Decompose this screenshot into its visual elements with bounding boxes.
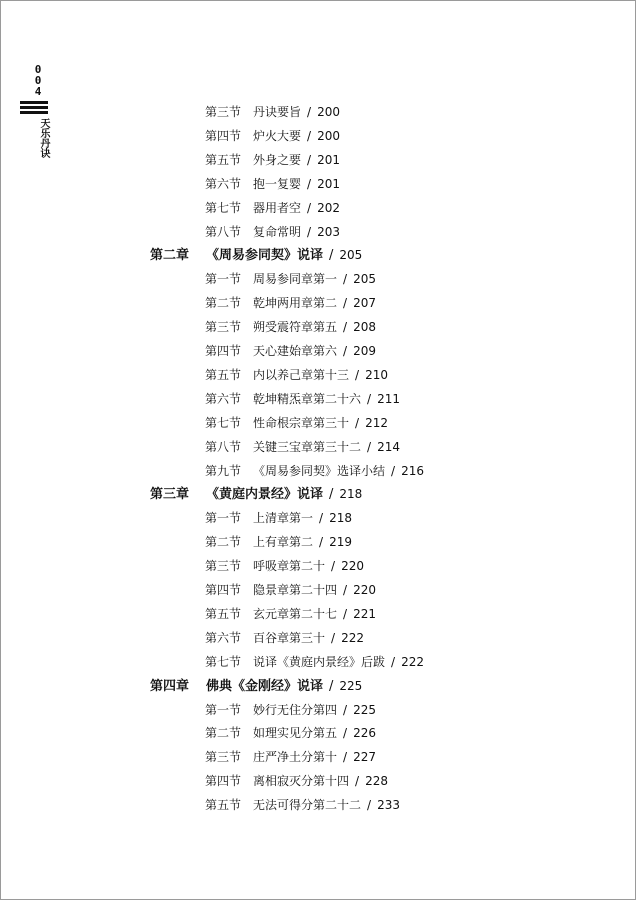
- toc-entry-page: 221: [353, 606, 376, 621]
- toc-entry-title: 周易参同章第一: [253, 272, 338, 287]
- toc-separator: /: [343, 344, 348, 358]
- toc-separator: /: [355, 367, 360, 382]
- toc-entry-title: 《周易参同契》选译小结: [253, 463, 386, 478]
- toc-section-row: [205, 291, 376, 315]
- toc-chapter-row: [150, 243, 362, 267]
- toc-entry-title: 抱一复婴: [253, 176, 302, 191]
- toc-entry-title: 内以养己章第十三: [253, 367, 350, 382]
- toc-entry-number: 第二章: [150, 248, 190, 264]
- toc-entry-title: 朔受震符章第五: [253, 320, 338, 335]
- toc-separator: /: [329, 487, 334, 503]
- toc-entry-number: 第四节: [205, 583, 242, 597]
- toc-entry-page: 225: [353, 702, 376, 717]
- toc-entry-page: 208: [353, 320, 376, 335]
- toc-entry-page: 205: [339, 248, 363, 263]
- toc-entry-number: 第八节: [205, 224, 242, 239]
- toc-entry-page: 201: [317, 176, 340, 191]
- toc-separator: /: [307, 128, 312, 143]
- toc-separator: /: [319, 535, 324, 550]
- margin-bar: [20, 111, 48, 114]
- toc-section-row: [205, 626, 364, 650]
- toc-entry-title: 关键三宝章第三十二: [253, 439, 362, 454]
- toc-separator: /: [331, 559, 336, 574]
- toc-section-row: [205, 124, 340, 148]
- toc-section-row: [205, 530, 352, 554]
- toc-separator: /: [307, 152, 312, 167]
- toc-entry-page: 201: [317, 152, 340, 167]
- toc-entry-page: 205: [353, 272, 376, 287]
- toc-entry-title: 乾坤精炁章第二十六: [253, 391, 362, 406]
- toc-section-row: [205, 602, 376, 626]
- toc-entry-title: 上有章第二: [253, 535, 314, 550]
- toc-entry-title: 说译《黄庭内景经》后跋: [253, 654, 386, 669]
- toc-entry-number: 第五节: [205, 606, 242, 621]
- toc-entry-title: 佛典《金刚经》说译: [206, 678, 324, 694]
- toc-entry-title: 《黄庭内景经》说译: [206, 487, 324, 503]
- toc-entry-number: 第一节: [205, 702, 242, 717]
- toc-section-row: [205, 387, 400, 411]
- toc-entry-title: 复命常明: [253, 224, 302, 239]
- toc-entry-number: 第七节: [205, 654, 242, 669]
- toc-entry-number: 第一节: [205, 272, 242, 287]
- toc-entry-number: 第七节: [205, 200, 242, 215]
- toc-entry-page: 218: [329, 511, 352, 526]
- toc-entry-title: 玄元章第二十七: [253, 606, 338, 621]
- toc-entry-number: 第七节: [205, 415, 242, 430]
- toc-entry-number: 第三章: [150, 487, 190, 503]
- toc-entry-page: 210: [365, 367, 388, 382]
- toc-entry-number: 第四节: [205, 344, 242, 358]
- toc-entry-title: 性命根宗章第三十: [253, 415, 350, 430]
- toc-entry-page: 202: [317, 200, 340, 215]
- toc-entry-title: 无法可得分第二十二: [253, 798, 362, 813]
- toc-entry-page: 219: [329, 535, 352, 550]
- toc-entry-page: 222: [341, 630, 364, 645]
- toc-separator: /: [367, 798, 372, 813]
- side-margin: [20, 64, 50, 158]
- toc-entry-number: 第四节: [205, 774, 242, 789]
- toc-entry-page: 220: [353, 583, 376, 597]
- toc-entry-page: 200: [317, 128, 340, 143]
- toc-entry-number: 第三节: [205, 320, 242, 335]
- toc-separator: /: [307, 224, 312, 239]
- toc-separator: /: [307, 176, 312, 191]
- margin-bar: [20, 106, 48, 109]
- toc-entry-page: 222: [401, 654, 424, 669]
- toc-entry-title: 呼吸章第二十: [253, 559, 326, 574]
- toc-entry-title: 天心建始章第六: [253, 344, 338, 358]
- toc-separator: /: [329, 678, 334, 694]
- toc-entry-number: 第五节: [205, 798, 242, 813]
- toc-entry-number: 第二节: [205, 726, 242, 741]
- toc-separator: /: [331, 630, 336, 645]
- toc-section-row: [205, 793, 400, 817]
- toc-section-row: [205, 172, 340, 196]
- toc-section-row: [205, 554, 364, 578]
- toc-separator: /: [343, 272, 348, 287]
- toc-entry-page: 227: [353, 750, 376, 765]
- toc-entry-page: 225: [339, 678, 363, 693]
- toc-separator: /: [319, 511, 324, 526]
- toc-entry-title: 百谷章第三十: [253, 630, 326, 645]
- toc-entry-page: 209: [353, 344, 376, 358]
- toc-section-row: [205, 315, 376, 339]
- toc-separator: /: [343, 702, 348, 717]
- toc-entry-title: 上清章第一: [253, 511, 314, 526]
- toc-entry-number: 第八节: [205, 439, 242, 454]
- running-book-title: 天乐丹诀: [38, 118, 49, 158]
- toc-entry-page: 200: [317, 105, 340, 119]
- toc-separator: /: [343, 606, 348, 621]
- toc-entry-page: 233: [377, 798, 400, 813]
- toc-separator: /: [391, 654, 396, 669]
- toc-section-row: [205, 698, 376, 722]
- page-number: 004: [34, 63, 42, 98]
- toc-section-row: [205, 506, 352, 530]
- toc-entry-title: 外身之要: [253, 152, 302, 167]
- toc-section-row: [205, 196, 340, 220]
- toc-entry-page: 203: [317, 224, 340, 239]
- toc-section-row: [205, 267, 376, 291]
- toc-entry-number: 第六节: [205, 176, 242, 191]
- toc-entry-number: 第二节: [205, 296, 242, 311]
- toc-separator: /: [329, 248, 334, 264]
- toc-section-row: [205, 459, 424, 483]
- toc-section-row: [205, 650, 424, 674]
- toc-entry-title: 炉火大要: [253, 128, 302, 143]
- toc-section-row: [205, 578, 376, 602]
- toc-chapter-row: [150, 482, 362, 506]
- toc-entry-number: 第五节: [205, 152, 242, 167]
- toc-entry-number: 第三节: [205, 105, 242, 119]
- toc-entry-page: 216: [401, 463, 424, 478]
- toc-section-row: [205, 435, 400, 459]
- toc-section-row: [205, 745, 376, 769]
- toc-separator: /: [367, 439, 372, 454]
- toc-entry-page: 228: [365, 774, 388, 789]
- toc-entry-number: 第九节: [205, 463, 242, 478]
- margin-bar: [20, 101, 48, 104]
- toc-entry-number: 第六节: [205, 391, 242, 406]
- toc-entry-title: 如理实见分第五: [253, 726, 338, 741]
- toc-entry-page: 214: [377, 439, 400, 454]
- toc-separator: /: [343, 726, 348, 741]
- toc-section-row: [205, 769, 388, 793]
- toc-entry-title: 庄严净土分第十: [253, 750, 338, 765]
- toc-entry-number: 第四章: [150, 678, 190, 694]
- toc-entry-number: 第三节: [205, 559, 242, 574]
- toc-section-row: [205, 148, 340, 172]
- toc-separator: /: [343, 320, 348, 335]
- toc-separator: /: [307, 200, 312, 215]
- toc-section-row: [205, 363, 388, 387]
- toc-entry-title: 隐景章第二十四: [253, 583, 338, 597]
- toc-section-row: [205, 339, 376, 363]
- toc-section-row: [205, 411, 388, 435]
- toc-entry-page: 226: [353, 726, 376, 741]
- toc-entry-page: 218: [339, 487, 363, 502]
- toc-entry-title: 丹诀要旨: [253, 105, 302, 119]
- toc-separator: /: [367, 391, 372, 406]
- toc-entry-number: 第六节: [205, 630, 242, 645]
- margin-bars: [20, 101, 50, 114]
- toc-separator: /: [391, 463, 396, 478]
- toc-entry-number: 第二节: [205, 535, 242, 550]
- toc-entry-title: 妙行无住分第四: [253, 702, 338, 717]
- toc-separator: /: [343, 583, 348, 597]
- toc-entry-title: 《周易参同契》说译: [206, 248, 324, 264]
- toc-entry-title: 乾坤两用章第二: [253, 296, 338, 311]
- toc-separator: /: [343, 750, 348, 765]
- toc-entry-page: 207: [353, 296, 376, 311]
- toc-entry-number: 第三节: [205, 750, 242, 765]
- toc-section-row: [205, 100, 340, 124]
- toc-entry-page: 212: [365, 415, 388, 430]
- toc-entry-title: 离相寂灭分第十四: [253, 774, 350, 789]
- toc-chapter-row: [150, 674, 362, 698]
- toc-separator: /: [355, 415, 360, 430]
- toc-entry-number: 第四节: [205, 128, 242, 143]
- toc-entry-page: 220: [341, 559, 364, 574]
- toc-entry-number: 第五节: [205, 367, 242, 382]
- toc-section-row: [205, 220, 340, 244]
- toc-separator: /: [355, 774, 360, 789]
- toc-entry-page: 211: [377, 391, 400, 406]
- toc-entry-title: 器用者空: [253, 200, 302, 215]
- toc-separator: /: [343, 296, 348, 311]
- toc-section-row: [205, 721, 376, 745]
- toc-entry-number: 第一节: [205, 511, 242, 526]
- toc-separator: /: [307, 105, 312, 119]
